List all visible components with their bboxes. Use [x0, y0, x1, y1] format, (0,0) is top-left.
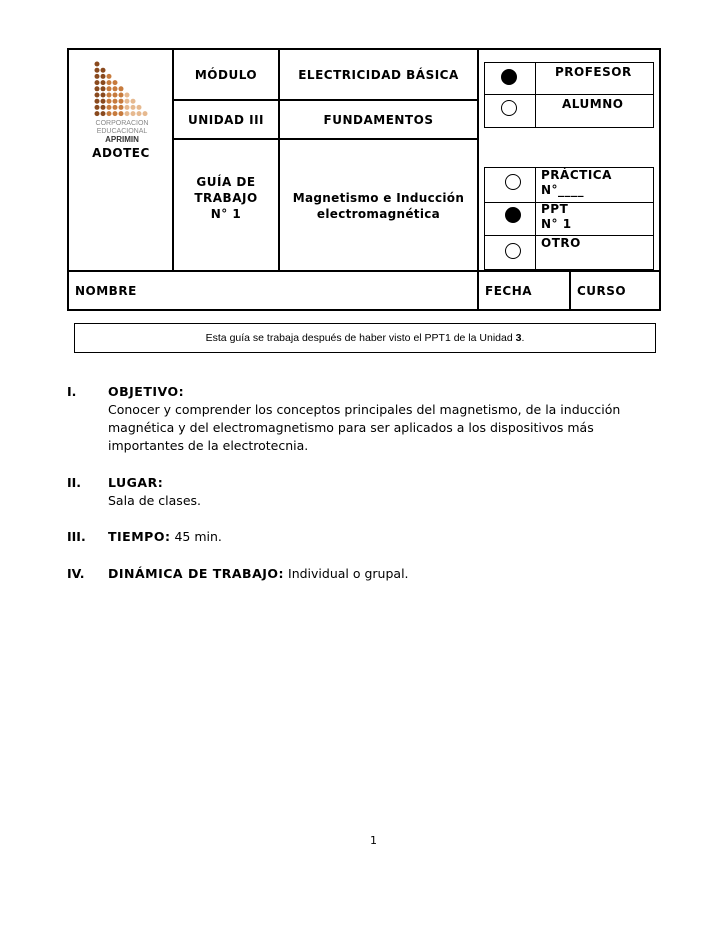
- aprimin-logo-icon: [69, 58, 173, 128]
- logo-dot: [101, 80, 106, 85]
- logo-dot: [101, 99, 106, 104]
- logo-dot: [113, 80, 118, 85]
- logo-dot: [95, 62, 100, 67]
- section-text: Sala de clases.: [108, 493, 201, 508]
- curso-label: CURSO: [577, 283, 627, 298]
- modulo-value: ELECTRICIDAD BÁSICA: [298, 67, 459, 82]
- logo-dot: [113, 105, 118, 110]
- section-number: IV.: [67, 566, 85, 581]
- logo-dot: [125, 93, 130, 98]
- logo-dot: [95, 105, 100, 110]
- unidad-value: FUNDAMENTOS: [323, 112, 434, 127]
- nombre-label: NOMBRE: [75, 283, 137, 298]
- role-label-alumno: ALUMNO: [562, 97, 624, 111]
- logo-dot: [137, 105, 142, 110]
- logo-dot: [119, 105, 124, 110]
- section-number: II.: [67, 475, 82, 490]
- logo-dot: [107, 93, 112, 98]
- divider: [485, 94, 653, 95]
- type-label-ppt: PPT N° 1: [541, 202, 572, 231]
- radio-alumno[interactable]: [501, 100, 517, 116]
- divider: [535, 63, 536, 127]
- logo-dot: [137, 111, 142, 116]
- section-inline: 45 min.: [174, 529, 222, 544]
- logo-dot: [101, 86, 106, 91]
- page-number: 1: [370, 834, 377, 847]
- logo-dot: [95, 74, 100, 79]
- section-title: TIEMPO:: [108, 529, 171, 544]
- logo-dot: [95, 111, 100, 116]
- type-label-practica: PRÁCTICA N°____: [541, 168, 612, 197]
- logo-dot: [113, 86, 118, 91]
- logo-dot: [131, 111, 136, 116]
- divider: [535, 168, 536, 269]
- logo-dot: [113, 111, 118, 116]
- logo-dot: [107, 74, 112, 79]
- logo-dot: [101, 105, 106, 110]
- logo-dot: [107, 86, 112, 91]
- section-inline: Individual o grupal.: [288, 566, 409, 581]
- role-label-profesor: PROFESOR: [555, 65, 632, 79]
- guia-value: Magnetismo e Inducción electromagnética: [292, 191, 465, 221]
- logo-dot: [125, 99, 130, 104]
- notice-box: [74, 323, 656, 353]
- guia-label: GUÍA DE TRABAJO N° 1: [194, 174, 258, 221]
- section-title: OBJETIVO:: [108, 384, 185, 399]
- fecha-label: FECHA: [485, 283, 533, 298]
- logo-dot: [101, 93, 106, 98]
- logo-dot: [131, 99, 136, 104]
- logo-dot: [119, 111, 124, 116]
- logo-dot: [107, 80, 112, 85]
- type-label-otro: OTRO: [541, 236, 581, 250]
- radio-practica[interactable]: [505, 174, 521, 190]
- section-title: DINÁMICA DE TRABAJO:: [108, 566, 285, 581]
- logo-dot: [101, 111, 106, 116]
- logo-dot: [119, 86, 124, 91]
- logo-dot: [113, 93, 118, 98]
- logo-dot: [125, 105, 130, 110]
- header-table: [67, 48, 661, 311]
- logo-dot: [95, 80, 100, 85]
- radio-ppt[interactable]: [505, 207, 521, 223]
- logo-dot: [107, 99, 112, 104]
- section-number: I.: [67, 384, 77, 399]
- unidad-label: UNIDAD III: [187, 112, 265, 127]
- section-number: III.: [67, 529, 86, 544]
- logo-dot: [107, 105, 112, 110]
- logo-dot: [125, 111, 130, 116]
- logo-dot: [119, 93, 124, 98]
- logo-dot: [119, 99, 124, 104]
- org-name: ADOTEC: [92, 146, 150, 160]
- logo-brand: CORPORACION EDUCACIONAL APRIMIN: [95, 120, 149, 144]
- section-text: Conocer y comprender los conceptos principales del magnetismo, de la inducción magnética y del electromagnetismo para ser aplicados a los dispositivos más importantes de la electrotecnia.: [108, 402, 621, 453]
- logo-dot: [131, 105, 136, 110]
- modulo-label: MÓDULO: [194, 67, 258, 82]
- section-title: LUGAR:: [108, 475, 164, 490]
- logo-dot: [143, 111, 148, 116]
- logo-dot: [95, 99, 100, 104]
- logo-dot: [95, 68, 100, 73]
- logo: [69, 50, 173, 270]
- logo-dot: [107, 111, 112, 116]
- logo-dot: [101, 74, 106, 79]
- radio-profesor[interactable]: [501, 69, 517, 85]
- notice-text: Esta guía se trabaja después de haber visto el PPT1 de la Unidad 3.: [205, 332, 525, 344]
- logo-dot: [101, 68, 106, 73]
- radio-otro[interactable]: [505, 243, 521, 259]
- logo-dot: [95, 93, 100, 98]
- logo-dot: [113, 99, 118, 104]
- logo-dot: [95, 86, 100, 91]
